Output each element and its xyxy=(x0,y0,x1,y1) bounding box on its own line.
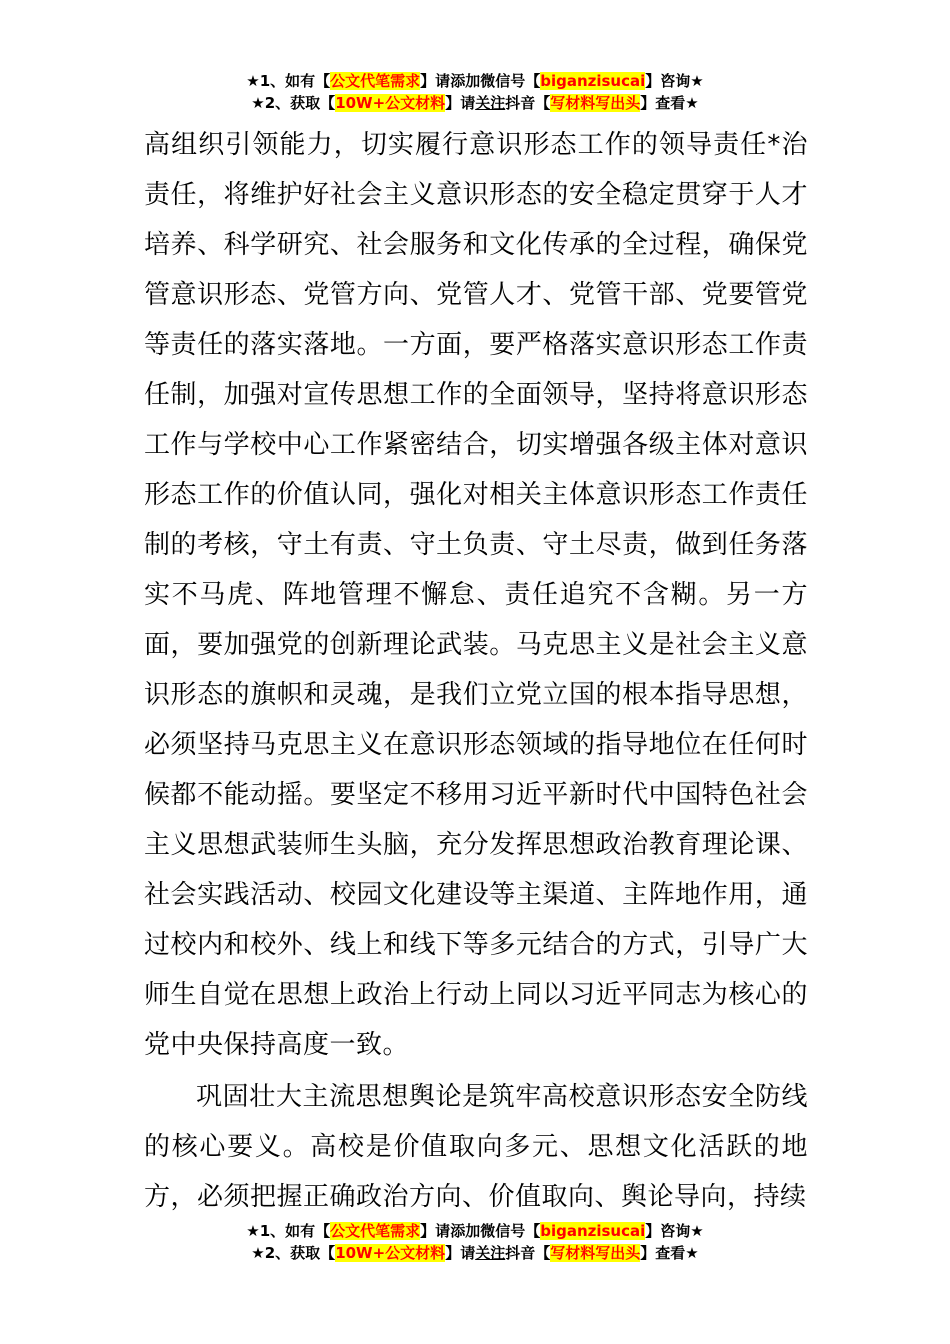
highlight-service: 公文代笔需求 xyxy=(330,72,421,90)
header-line-2: ★2、获取【10W+公文材料】请关注抖音【写材料写出头】查看★ xyxy=(251,94,699,112)
highlight-douyin-account: 写材料写出头 xyxy=(550,94,641,112)
highlight-douyin-account: 写材料写出头 xyxy=(550,1244,641,1262)
highlight-wechat-id: biganzisucai xyxy=(540,72,646,90)
header-line-1: ★1、如有【公文代笔需求】请添加微信号【biganzisucai】咨询★ xyxy=(246,72,704,90)
header-banner xyxy=(0,70,950,114)
document-body xyxy=(144,120,808,1222)
footer-line-1: ★1、如有【公文代笔需求】请添加微信号【biganzisucai】咨询★ xyxy=(246,1222,704,1240)
highlight-materials: 10W+公文材料 xyxy=(335,1244,446,1262)
highlight-service: 公文代笔需求 xyxy=(330,1222,421,1240)
footer-line-2: ★2、获取【10W+公文材料】请关注抖音【写材料写出头】查看★ xyxy=(251,1244,699,1262)
highlight-wechat-id: biganzisucai xyxy=(540,1222,646,1240)
paragraph-1: 高组织引领能力，切实履行意识形态工作的领导责任*治责任，将维护好社会主义意识形态的安全稳定贯穿于人才培养、科学研究、社会服务和文化传承的全过程，确保党管意识形态、党管方向、党管人才、党管干部、党要管党等责任的落实落地。一方面，要严格落实意识形态工作责任制，加强对宣传思想工作的全面领导，坚持将意识形态工作与学校中心工作紧密结合，切实增强各级主体对意识形态工作的价值认同，强化对相关主体意识形态工作责任制的考核，守土有责、守土负责、守土尽责，做到任务落实不马虎、阵地管理不懈怠、责任追究不含糊。另一方面，要加强党的创新理论武装。马克思主义是社会主义意识形态的旗帜和灵魂，是我们立党立国的根本指导思想，必须坚持马克思主义在意识形态领域的指导地位在任何时候都不能动摇。要坚定不移用习近平新时代中国特色社会主义思想武装师生头脑，充分发挥思想政治教育理论课、社会实践活动、校园文化建设等主渠道、主阵地作用，通过校内和校外、线上和线下等多元结合的方式，引导广大师生自觉在思想上政治上行动上同以习近平同志为核心的党中央保持高度一致。 xyxy=(144,130,808,1060)
highlight-materials: 10W+公文材料 xyxy=(335,94,446,112)
paragraph-2: 巩固壮大主流思想舆论是筑牢高校意识形态安全防线的核心要义。高校是价值取向多元、思想文化活跃的地方，必须把握正确政治方向、价值取向、舆论导向，持续 xyxy=(144,1082,808,1212)
footer-banner xyxy=(0,1220,950,1264)
